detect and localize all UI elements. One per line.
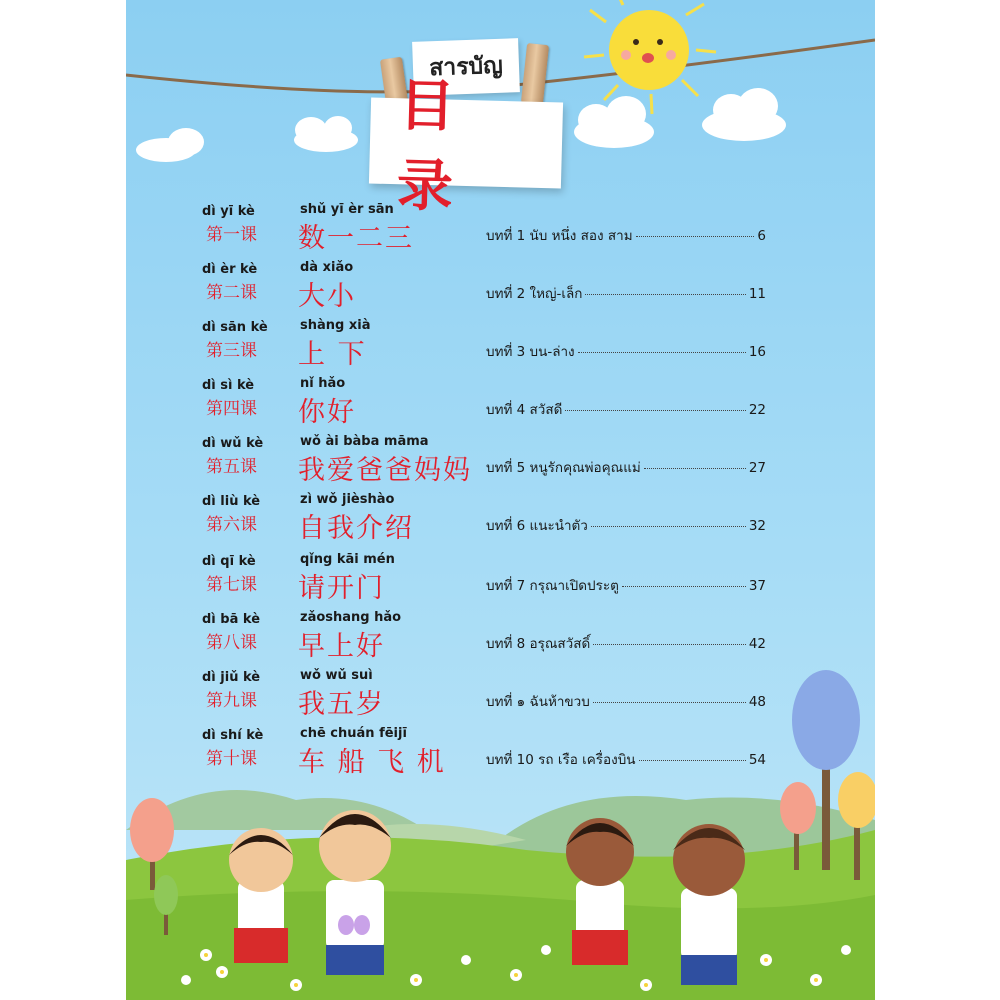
thai-lesson-label: บทที่ 6 แนะนำตัว — [486, 518, 588, 534]
dot-leader — [593, 644, 746, 645]
page-number: 42 — [748, 636, 766, 652]
list-item[interactable] — [126, 608, 875, 664]
thai-lesson-label: บทที่ 4 สวัสดี — [486, 402, 563, 418]
pinyin-lesson-number: dì bā kè — [202, 612, 261, 627]
dot-leader — [593, 702, 746, 703]
pinyin-lesson-title: qǐng kāi mén — [300, 552, 395, 567]
list-item[interactable] — [126, 432, 875, 488]
chinese-lesson-number: 第九课 — [206, 691, 257, 711]
page-number: 6 — [757, 228, 766, 244]
list-item[interactable] — [126, 550, 875, 606]
dot-leader — [565, 410, 745, 411]
chinese-lesson-number: 第三课 — [206, 341, 257, 361]
toc-entry[interactable] — [486, 574, 766, 594]
thai-lesson-label: บทที่ 5 หนูรักคุณพ่อคุณแม่ — [486, 460, 641, 476]
book-page — [126, 0, 875, 1000]
chinese-lesson-title: 车 船 飞 机 — [298, 747, 446, 778]
pinyin-lesson-title: nǐ hǎo — [300, 376, 346, 391]
chinese-lesson-number: 第七课 — [206, 575, 257, 595]
pinyin-lesson-title: wǒ ài bàba māma — [300, 434, 429, 449]
page-number: 48 — [748, 694, 766, 710]
chinese-lesson-number: 第八课 — [206, 633, 257, 653]
list-item[interactable] — [126, 374, 875, 430]
dot-leader — [578, 352, 746, 353]
sun-icon — [584, 0, 716, 114]
chinese-lesson-number: 第五课 — [206, 457, 257, 477]
pinyin-lesson-title: zì wǒ jièshào — [300, 492, 395, 507]
toc-entry[interactable] — [486, 282, 766, 302]
pinyin-lesson-number: dì sān kè — [202, 320, 268, 335]
thai-lesson-label: บทที่ 8 อรุณสวัสดิ์ — [486, 636, 591, 652]
toc-entry[interactable] — [486, 632, 766, 652]
pinyin-lesson-title: zǎoshang hǎo — [300, 610, 402, 625]
toc-entry[interactable] — [486, 514, 766, 534]
toc-entry[interactable] — [486, 748, 766, 768]
dot-leader — [622, 586, 746, 587]
pinyin-lesson-number: dì sì kè — [202, 378, 255, 393]
page-title-chinese: 目录 — [396, 72, 484, 221]
chinese-lesson-title: 早上好 — [298, 631, 385, 662]
pinyin-lesson-number: dì wǔ kè — [202, 436, 264, 451]
toc-entry[interactable] — [486, 224, 766, 244]
chinese-lesson-title: 数一二三 — [298, 223, 414, 254]
dot-leader — [644, 468, 746, 469]
list-item[interactable] — [126, 316, 875, 372]
page-number: 54 — [748, 752, 766, 768]
pinyin-lesson-number: dì yī kè — [202, 204, 255, 219]
dot-leader — [639, 760, 746, 761]
pinyin-lesson-title: wǒ wǔ suì — [300, 668, 373, 683]
page-title-thai: สารบัญ — [428, 52, 504, 82]
chinese-lesson-title: 请开门 — [298, 573, 385, 604]
thai-lesson-label: บทที่ 10 รถ เรือ เครื่องบิน — [486, 752, 636, 768]
pinyin-lesson-title: dà xiǎo — [300, 260, 354, 275]
page-number: 22 — [748, 402, 766, 418]
page-number: 32 — [748, 518, 766, 534]
dot-leader — [585, 294, 745, 295]
list-item[interactable] — [126, 490, 875, 546]
child-icon — [673, 824, 745, 985]
thai-lesson-label: บทที่ 3 บน-ล่าง — [486, 344, 575, 360]
pinyin-lesson-number: dì èr kè — [202, 262, 258, 277]
chinese-lesson-number: 第十课 — [206, 749, 257, 769]
toc-entry[interactable] — [486, 456, 766, 476]
chinese-lesson-title: 你好 — [298, 397, 356, 428]
pinyin-lesson-title: shǔ yī èr sān — [300, 202, 394, 217]
pinyin-lesson-title: chē chuán fēijī — [300, 726, 407, 741]
toc-entry[interactable] — [486, 690, 766, 710]
child-icon — [319, 810, 391, 975]
list-item[interactable] — [126, 258, 875, 314]
pinyin-lesson-number: dì liù kè — [202, 494, 261, 509]
thai-lesson-label: บทที่ 2 ใหญ่-เล็ก — [486, 286, 583, 302]
list-item[interactable] — [126, 666, 875, 722]
toc-entry[interactable] — [486, 340, 766, 360]
thai-lesson-label: บทที่ 1 นับ หนึ่ง สอง สาม — [486, 228, 633, 244]
pinyin-lesson-number: dì qī kè — [202, 554, 256, 569]
chinese-lesson-number: 第一课 — [206, 225, 257, 245]
pinyin-lesson-number: dì jiǔ kè — [202, 670, 261, 685]
title-card-chinese — [369, 72, 563, 221]
page-number: 27 — [748, 460, 766, 476]
thai-lesson-label: บทที่ 7 กรุณาเปิดประตู — [486, 578, 619, 594]
chinese-lesson-number: 第二课 — [206, 283, 257, 303]
dot-leader — [591, 526, 746, 527]
chinese-lesson-title: 大小 — [298, 281, 356, 312]
chinese-lesson-title: 我爱爸爸妈妈 — [298, 455, 472, 486]
page-number: 16 — [748, 344, 766, 360]
pinyin-lesson-title: shàng xià — [300, 318, 371, 333]
dot-leader — [636, 236, 755, 237]
chinese-lesson-title: 上 下 — [298, 339, 367, 370]
page-number: 37 — [748, 578, 766, 594]
child-icon — [566, 818, 634, 965]
pinyin-lesson-number: dì shí kè — [202, 728, 264, 743]
chinese-lesson-number: 第四课 — [206, 399, 257, 419]
chinese-lesson-title: 自我介绍 — [298, 513, 414, 544]
thai-lesson-label: บทที่ ๑ ฉันห้าขวบ — [486, 694, 590, 710]
list-item[interactable] — [126, 724, 875, 780]
chinese-lesson-number: 第六课 — [206, 515, 257, 535]
chinese-lesson-title: 我五岁 — [298, 689, 385, 720]
child-icon — [229, 828, 293, 963]
toc-entry[interactable] — [486, 398, 766, 418]
list-item[interactable] — [126, 200, 875, 256]
page-number: 11 — [748, 286, 766, 302]
